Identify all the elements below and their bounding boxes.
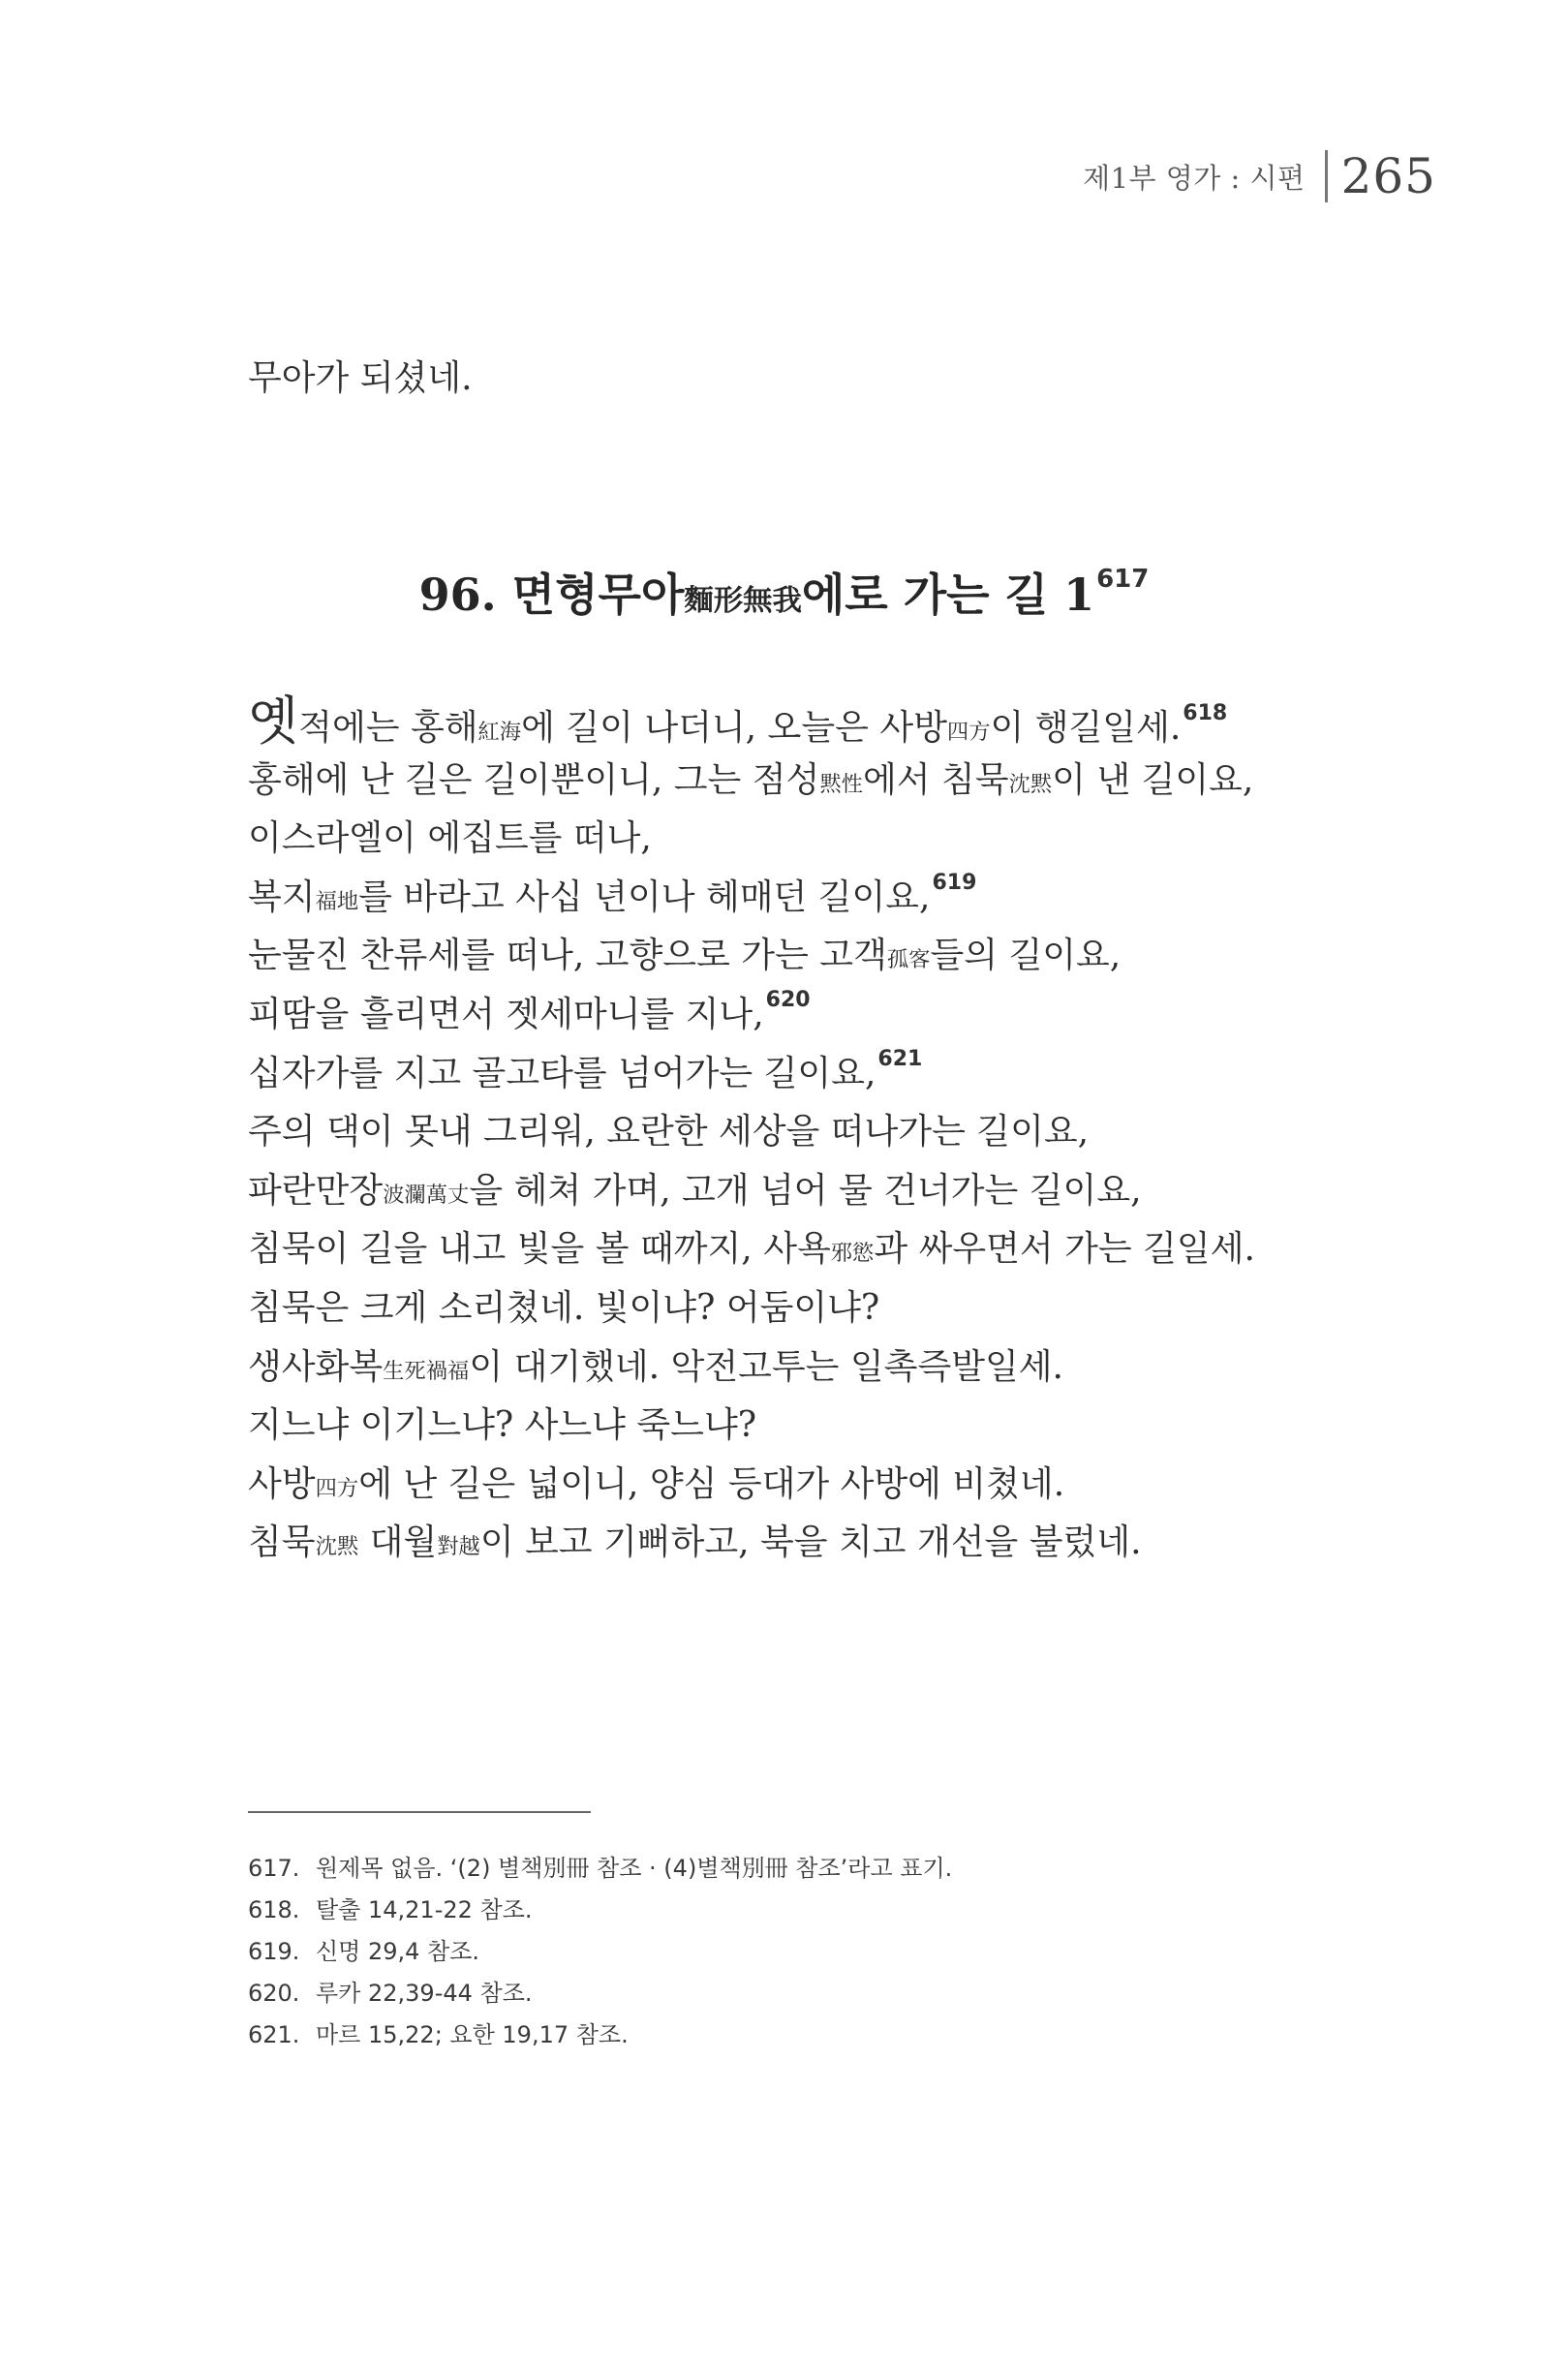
drop-cap: 옛 [248, 691, 299, 752]
footnote-text: 마르 15,22; 요한 19,17 참조. [316, 2021, 629, 2048]
poem-body [248, 692, 1439, 1573]
line-text: 눈물진 찬류세를 떠나, 고향으로 가는 고객 [248, 936, 887, 976]
footnote-ref: 618 [1183, 701, 1228, 725]
footnotes [248, 1848, 952, 2056]
line-text: 이 대기했네. 악전고투는 일촉즉발일세. [469, 1346, 1063, 1387]
footnote-ref: 617 [1096, 565, 1150, 594]
hanja-gloss: 四方 [946, 720, 991, 745]
footnote-ref: 619 [932, 870, 977, 895]
carry-over-line: 무아가 되셨네. [248, 358, 473, 398]
poem-line [248, 1279, 1439, 1338]
line-text: 이 보고 기뻐하고, 북을 치고 개선을 불렀네. [479, 1522, 1142, 1563]
header-section-title: 제1부 영가 : 시편 [1083, 161, 1306, 195]
footnote-divider [248, 1811, 591, 1813]
hanja-gloss: 孤客 [886, 947, 931, 973]
line-text: 십자가를 지고 골고타를 넘어가는 길이요, [248, 1053, 876, 1093]
line-text: 이스라엘이 에집트를 떠나, [248, 818, 652, 859]
poem-line [248, 1045, 1439, 1103]
poem-title-text: 96. 면형무아 [418, 569, 685, 621]
footnote-number: 618. [248, 1896, 300, 1923]
hanja-gloss: 邪慾 [830, 1241, 875, 1267]
line-text: 침묵은 크게 소리쳤네. 빛이냐? 어둠이냐? [248, 1287, 880, 1328]
line-text: 에 길이 나더니, 오늘은 사방 [521, 708, 947, 748]
line-text: 주의 댁이 못내 그리워, 요란한 세상을 떠나가는 길이요, [248, 1112, 1090, 1153]
line-text: 대월 [358, 1522, 438, 1563]
hanja-gloss: 紅海 [477, 720, 522, 745]
poem-line [248, 1162, 1439, 1220]
hanja-gloss: 沈黙 [1008, 771, 1053, 797]
line-text: 에서 침묵 [862, 759, 1009, 800]
hanja-gloss: 福地 [315, 888, 359, 914]
footnote-item [248, 1890, 952, 1931]
running-header [1083, 145, 1436, 207]
poem-title [0, 560, 1568, 624]
poem-line [248, 986, 1439, 1044]
footnote-number: 617. [248, 1855, 300, 1882]
line-text: 생사화복 [248, 1346, 384, 1387]
line-text: 에 난 길은 넓이니, 양심 등대가 사방에 비쳤네. [358, 1463, 1065, 1504]
line-text: 적에는 홍해 [298, 708, 478, 748]
footnote-number: 619. [248, 1938, 300, 1965]
hanja-gloss: 沈黙 [315, 1534, 359, 1560]
line-text: 지느냐 이기느냐? 사느냐 죽느냐? [248, 1405, 757, 1446]
poem-line [248, 1220, 1439, 1278]
footnote-text: 탈출 14,21-22 참조. [316, 1896, 533, 1923]
line-text: 침묵 [248, 1522, 316, 1563]
footnote-text: 루카 22,39-44 참조. [316, 1980, 533, 2007]
poem-title-rest: 에로 가는 길 1 [801, 569, 1095, 621]
poem-line [248, 1338, 1439, 1397]
line-text: 복지 [248, 876, 316, 917]
poem-line [248, 1397, 1439, 1455]
footnote-item [248, 1931, 952, 1973]
line-text: 침묵이 길을 내고 빛을 볼 때까지, 사욕 [248, 1229, 831, 1270]
line-text: 파란만장 [248, 1170, 384, 1211]
page-number: 265 [1340, 148, 1436, 204]
poem-line [248, 810, 1439, 868]
footnote-item [248, 2014, 952, 2056]
poem-title-hanja: 麵形無我 [684, 583, 802, 618]
footnote-item [248, 1848, 952, 1890]
footnote-number: 621. [248, 2021, 300, 2048]
footnote-text: 원제목 없음. ‘(2) 별책別冊 참조 · (4)별책別冊 참조’라고 표기. [316, 1855, 953, 1882]
poem-line [248, 1456, 1439, 1514]
footnote-ref: 621 [877, 1046, 923, 1071]
poem-line [248, 869, 1439, 927]
line-text: 를 바라고 사십 년이나 헤매던 길이요, [358, 876, 931, 917]
line-text: 이 행길일세. [990, 708, 1182, 748]
line-text: 피땀을 흘리면서 젯세마니를 지나, [248, 994, 764, 1034]
header-divider [1325, 150, 1328, 202]
poem-line [248, 1514, 1439, 1572]
line-text: 이 낸 길이요, [1052, 759, 1254, 800]
line-text: 홍해에 난 길은 길이뿐이니, 그는 점성 [248, 759, 820, 800]
hanja-gloss: 四方 [315, 1475, 359, 1501]
hanja-gloss: 黙性 [819, 771, 863, 797]
footnote-text: 신명 29,4 참조. [316, 1938, 480, 1965]
line-text: 사방 [248, 1463, 316, 1504]
line-text: 을 헤쳐 가며, 고개 넘어 물 건너가는 길이요, [469, 1170, 1142, 1211]
footnote-number: 620. [248, 1980, 300, 2007]
line-text: 들의 길이요, [930, 936, 1122, 976]
footnote-item [248, 1973, 952, 2014]
poem-line [248, 927, 1439, 985]
hanja-gloss: 波瀾萬丈 [383, 1182, 470, 1208]
poem-line [248, 752, 1439, 810]
poem-line [248, 692, 1439, 751]
hanja-gloss: 對越 [437, 1534, 480, 1560]
footnote-ref: 620 [765, 987, 811, 1012]
poem-line [248, 1103, 1439, 1161]
line-text: 과 싸우면서 가는 길일세. [874, 1229, 1255, 1270]
hanja-gloss: 生死禍福 [383, 1358, 470, 1384]
